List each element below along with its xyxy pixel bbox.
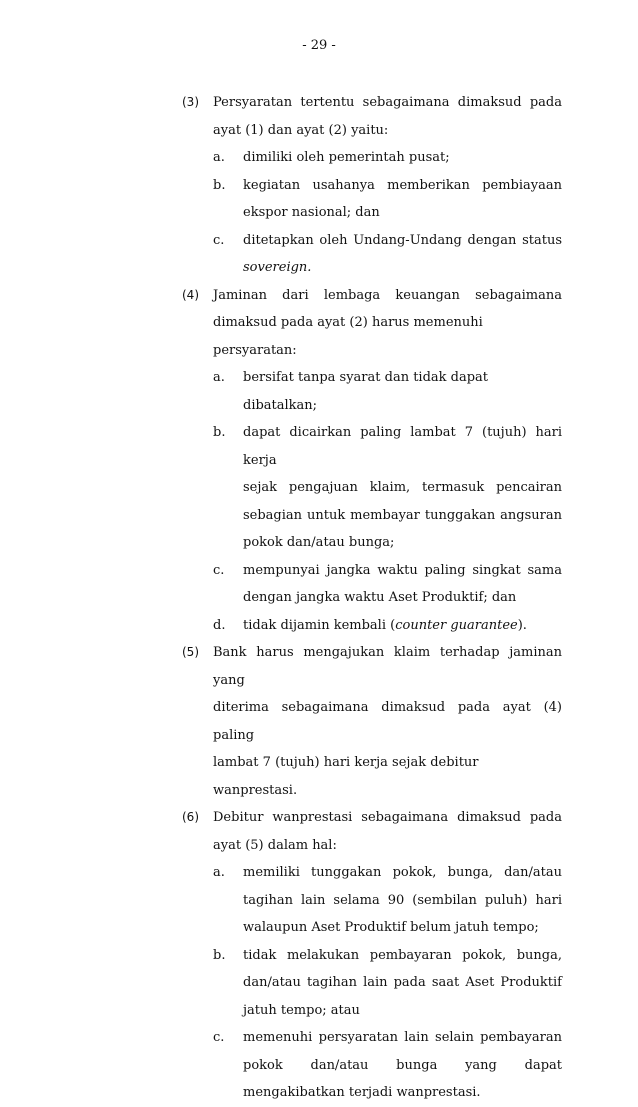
list-text-line: mempunyai jangka waktu paling singkat sama xyxy=(243,562,562,578)
list-text-line: pokok dan/atau bunga; xyxy=(243,535,395,550)
ayat-text-line: ayat (1) dan ayat (2) yaitu: xyxy=(213,122,389,138)
list-letter: c. xyxy=(213,1030,225,1045)
list-text: ). xyxy=(517,617,527,633)
list-letter: d. xyxy=(213,617,226,633)
ayat-number: (5) xyxy=(182,645,199,659)
list-text-line: dimiliki oleh pemerintah pusat; xyxy=(243,150,450,165)
ayat-text-line: ayat (5) dalam hal: xyxy=(213,837,337,853)
ayat-number: (6) xyxy=(182,810,199,824)
ayat-number: (3) xyxy=(182,95,199,109)
list-item xyxy=(213,859,562,942)
list-text-line: ekspor nasional; dan xyxy=(243,205,380,220)
ayat-text-line: diterima sebagaimana dimaksud pada ayat (4) paling xyxy=(213,700,562,743)
list-letter: b. xyxy=(213,425,226,440)
list-letter: a. xyxy=(213,370,225,385)
ayat-5 xyxy=(182,639,562,804)
document-body xyxy=(182,89,562,1107)
list-text-line: dan/atau tagihan lain pada saat Aset Produktif xyxy=(243,975,562,990)
list-item xyxy=(213,172,562,227)
list-text-line: memenuhi persyaratan lain selain pembayaran xyxy=(243,1030,562,1045)
list-text-line: sebagian untuk membayar tunggakan angsuran xyxy=(243,507,562,523)
list-item xyxy=(213,419,562,557)
list-item xyxy=(213,557,562,612)
ayat-3 xyxy=(182,89,562,282)
list-letter: a. xyxy=(213,865,225,880)
list-text-line: kegiatan usahanya memberikan pembiayaan xyxy=(243,177,562,193)
list-letter: c. xyxy=(213,232,225,248)
list-text: tidak dijamin kembali ( xyxy=(243,617,396,633)
list-letter: b. xyxy=(213,947,226,963)
ayat-text-line: lambat 7 (tujuh) hari kerja sejak debitur wanprestasi. xyxy=(213,755,479,798)
ayat-text-line: dimaksud pada ayat (2) harus memenuhi persyaratan: xyxy=(213,315,483,358)
ayat-text-line: Bank harus mengajukan klaim terhadap jaminan yang xyxy=(213,645,562,688)
list-text-line: ditetapkan oleh Undang-Undang dengan status xyxy=(243,232,562,248)
ayat-6 xyxy=(182,804,562,1107)
list-text-line: memiliki tunggakan pokok, bunga, dan/atau xyxy=(243,865,562,880)
list-text-line: walaupun Aset Produktif belum jatuh tempo; xyxy=(243,920,539,935)
list-text-italic: sovereign. xyxy=(243,260,312,275)
page-number: - 29 - xyxy=(302,38,336,53)
list-item xyxy=(213,364,562,419)
list-letter: b. xyxy=(213,177,226,193)
list-text-line: sejak pengajuan klaim, termasuk pencairan xyxy=(243,480,562,495)
list-text-line: tidak melakukan pembayaran pokok, bunga, xyxy=(243,947,562,963)
list-text-line: bersifat tanpa syarat dan tidak dapat dibatalkan; xyxy=(243,370,489,413)
list-item xyxy=(213,942,562,1025)
list-letter: c. xyxy=(213,562,225,578)
list-item xyxy=(213,144,562,172)
list-text-line: dapat dicairkan paling lambat 7 (tujuh) hari kerja xyxy=(243,425,562,468)
ayat-text-line: Persyaratan tertentu sebagaimana dimaksud pada xyxy=(213,95,562,110)
list-item xyxy=(213,1024,562,1107)
ayat-4 xyxy=(182,282,562,640)
list-text-italic: counter guarantee xyxy=(395,617,518,633)
list-text-line: dengan jangka waktu Aset Produktif; dan xyxy=(243,590,517,605)
list-letter: a. xyxy=(213,150,225,165)
list-item xyxy=(213,612,562,640)
list-text-line: jatuh tempo; atau xyxy=(243,1002,360,1018)
ayat-text-line: Jaminan dari lembaga keuangan sebagaimana xyxy=(213,287,562,303)
list-text-line: mengakibatkan terjadi wanprestasi. xyxy=(243,1085,481,1100)
ayat-text-line: Debitur wanprestasi sebagaimana dimaksud pada xyxy=(213,810,562,825)
ayat-number: (4) xyxy=(182,287,199,302)
list-item xyxy=(213,227,562,282)
list-text-line: pokok dan/atau bunga yang dapat xyxy=(243,1057,562,1073)
list-text-line: tagihan lain selama 90 (sembilan puluh) hari xyxy=(243,892,562,908)
